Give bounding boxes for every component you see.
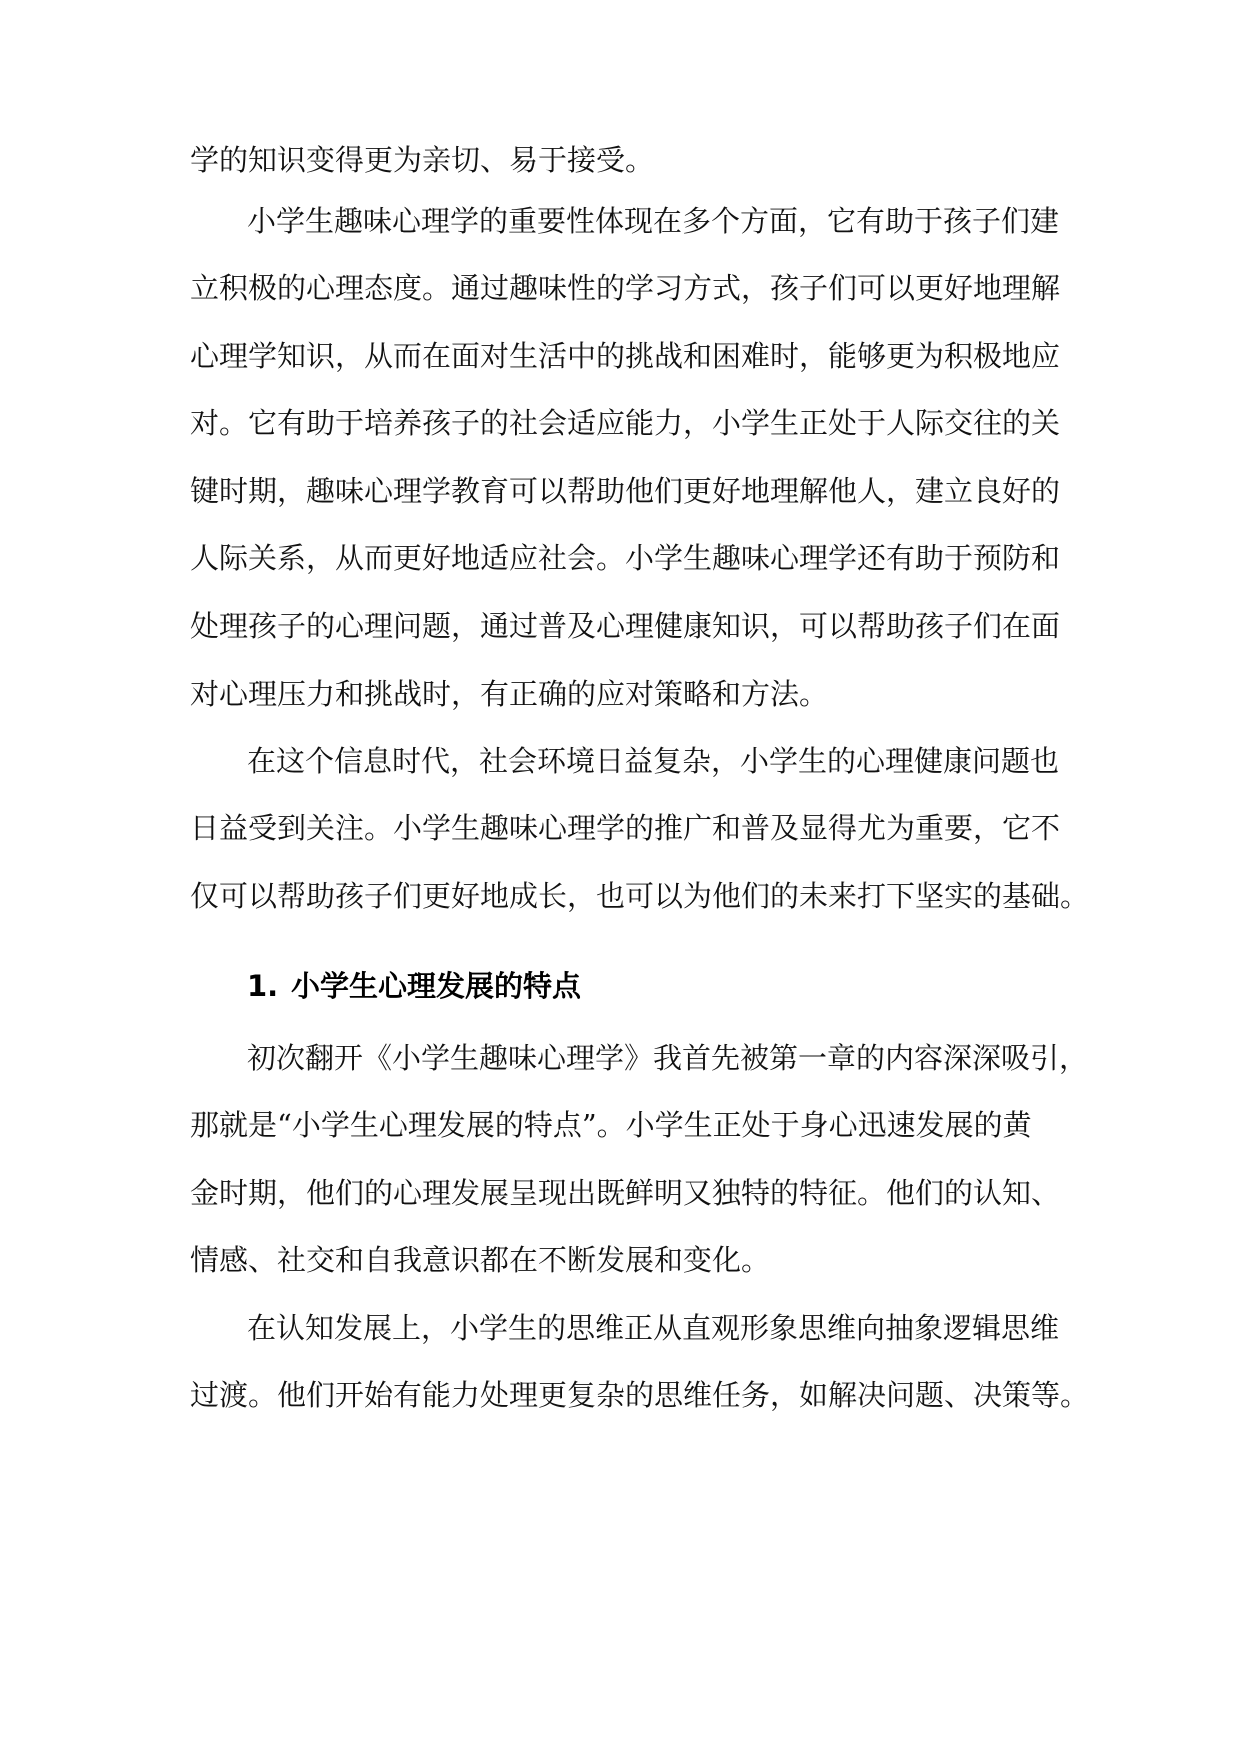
text-line: 日益受到关注。小学生趣味心理学的推广和普及显得尤为重要，它不 — [190, 811, 1061, 845]
text-line: 过渡。他们开始有能力处理更复杂的思维任务，如解决问题、决策等。 — [190, 1378, 1090, 1412]
section-number: 1. — [247, 969, 279, 1003]
text-line: 仅可以帮助孩子们更好地成长，也可以为他们的未来打下坚实的基础。 — [190, 879, 1090, 913]
text-line: 对。它有助于培养孩子的社会适应能力，小学生正处于人际交往的关 — [190, 406, 1061, 440]
paragraph-first-line: 初次翻开《小学生趣味心理学》我首先被第一章的内容深深吸引， — [247, 1041, 1089, 1075]
text-line: 那就是“小学生心理发展的特点”。小学生正处于身心迅速发展的黄 — [190, 1108, 1032, 1142]
paragraph-first-line: 小学生趣味心理学的重要性体现在多个方面，它有助于孩子们建 — [247, 204, 1060, 238]
text-line: 对心理压力和挑战时，有正确的应对策略和方法。 — [190, 677, 829, 711]
text-line: 立积极的心理态度。通过趣味性的学习方式，孩子们可以更好地理解 — [190, 271, 1061, 305]
section-heading — [247, 966, 581, 1006]
text-line: 心理学知识，从而在面对生活中的挑战和困难时，能够更为积极地应 — [190, 339, 1061, 373]
paragraph-first-line: 在这个信息时代，社会环境日益复杂，小学生的心理健康问题也 — [247, 744, 1060, 778]
text-line: 情感、社交和自我意识都在不断发展和变化。 — [190, 1243, 771, 1277]
text-line: 学的知识变得更为亲切、易于接受。 — [190, 143, 655, 177]
text-line: 人际关系，从而更好地适应社会。小学生趣味心理学还有助于预防和 — [190, 541, 1061, 575]
text-line: 处理孩子的心理问题，通过普及心理健康知识，可以帮助孩子们在面 — [190, 609, 1061, 643]
section-title: 小学生心理发展的特点 — [291, 969, 582, 1003]
text-line: 键时期，趣味心理学教育可以帮助他们更好地理解他人，建立良好的 — [190, 474, 1061, 508]
paragraph-first-line: 在认知发展上，小学生的思维正从直观形象思维向抽象逻辑思维 — [247, 1311, 1060, 1345]
text-line: 金时期，他们的心理发展呈现出既鲜明又独特的特征。他们的认知、 — [190, 1176, 1061, 1210]
